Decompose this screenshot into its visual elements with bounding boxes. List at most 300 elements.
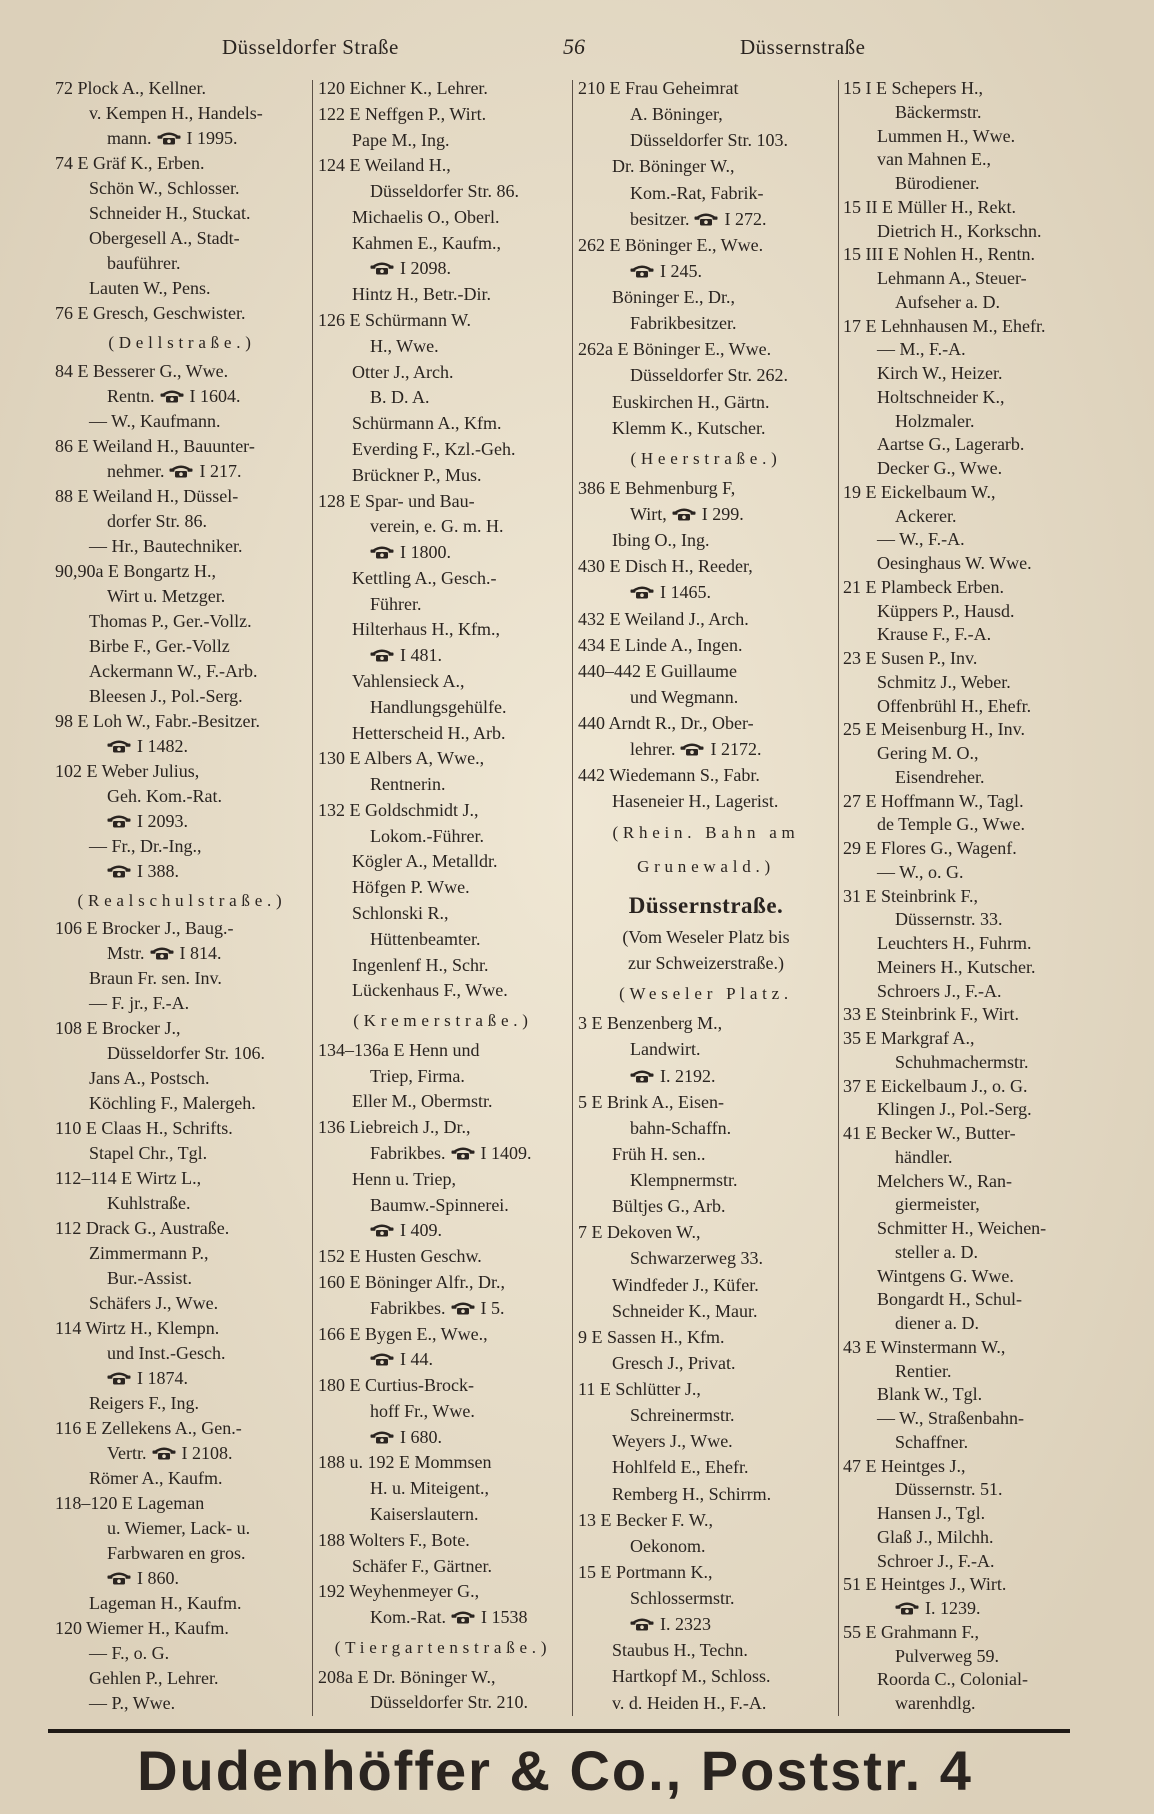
line-text: Lageman H., Kaufm. xyxy=(89,1593,242,1614)
cross-street-label xyxy=(318,1010,568,1031)
house-entry-line xyxy=(843,648,1093,669)
line-text: Kahmen E., Kaufm., xyxy=(352,232,501,253)
line-text: Schwarzerweg 33. xyxy=(630,1248,763,1269)
resident-line xyxy=(55,1093,309,1114)
continuation-line xyxy=(843,1646,1093,1667)
line-text: Lückenhaus F., Wwe. xyxy=(352,980,508,1001)
line-text: Bur.-Assist. xyxy=(107,1268,193,1289)
line-text: Schneider K., Maur. xyxy=(612,1300,758,1321)
house-entry-line xyxy=(55,561,309,582)
house-entry-line xyxy=(843,886,1093,907)
line-text: 98 E Loh W., Fabr.-Besitzer. xyxy=(55,710,260,731)
line-text: Eisendreher. xyxy=(895,766,985,787)
line-text: 124 E Weiland H., xyxy=(318,155,451,176)
continuation-line xyxy=(55,1518,309,1539)
line-text: Schmitter H., Weichen- xyxy=(877,1218,1047,1238)
house-entry-line xyxy=(843,1004,1093,1025)
line-text: Klemm K., Kutscher. xyxy=(612,417,766,438)
cross-street-label xyxy=(55,332,309,353)
cross-street-label xyxy=(578,983,834,1004)
line-text: Kirch W., Heizer. xyxy=(877,363,1003,383)
line-text: Schlossermstr. xyxy=(630,1588,735,1608)
resident-line xyxy=(578,1196,834,1217)
line-text: Gresch J., Privat. xyxy=(612,1352,736,1373)
line-text: 3 E Benzenberg M., xyxy=(578,1013,723,1034)
telephone-number: I 44. xyxy=(400,1349,433,1370)
street-range-note xyxy=(578,953,834,974)
house-entry-line xyxy=(843,1337,1093,1358)
house-entry-line xyxy=(318,1117,568,1138)
telephone-icon xyxy=(107,740,131,753)
telephone-number: I 5. xyxy=(480,1297,505,1318)
line-text: van Mahnen E., xyxy=(877,149,991,170)
telephone-number: I 409. xyxy=(400,1220,442,1241)
continuation-line xyxy=(318,542,568,563)
line-text: und Inst.-Gesch. xyxy=(107,1343,226,1364)
line-text: Wirt u. Metzger. xyxy=(107,585,226,606)
continuation-line xyxy=(318,387,568,408)
continuation-line xyxy=(843,1598,1093,1619)
telephone-icon xyxy=(370,649,394,662)
continuation-line xyxy=(55,253,309,274)
continuation-line xyxy=(578,313,834,334)
line-text: Geh. Kom.-Rat. xyxy=(107,785,222,806)
telephone-icon xyxy=(630,586,654,599)
continuation-line xyxy=(55,128,309,149)
line-text: Mstr. xyxy=(107,943,145,964)
line-text: Ibing O., Ing. xyxy=(612,530,710,551)
telephone-icon xyxy=(694,213,718,226)
house-entry-line xyxy=(55,361,309,382)
house-entry-line xyxy=(578,765,834,786)
continuation-line xyxy=(318,1692,568,1713)
resident-line xyxy=(843,126,1093,147)
street-heading xyxy=(578,892,834,920)
continuation-line xyxy=(578,183,834,204)
line-text: Düssernstr. 51. xyxy=(895,1479,1003,1500)
continuation-line xyxy=(318,1349,568,1370)
continuation-line xyxy=(55,943,309,964)
line-text: Dr. Böninger W., xyxy=(612,156,735,177)
continuation-line xyxy=(318,1066,568,1087)
line-text: Schaffner. xyxy=(895,1431,969,1452)
line-text: H. u. Miteigent., xyxy=(370,1478,489,1499)
line-text: 15 E Portmann K., xyxy=(578,1561,713,1582)
house-entry-line xyxy=(55,1218,309,1239)
line-text: Höfgen P. Wwe. xyxy=(352,877,470,898)
line-text: Schroers J., F.-A. xyxy=(877,980,1002,1001)
line-text: 108 E Brocker J., xyxy=(55,1018,181,1039)
line-text: Michaelis O., Oberl. xyxy=(352,206,500,227)
house-entry-line xyxy=(318,800,568,821)
line-text: Ackerer. xyxy=(895,505,957,526)
line-text: steller a. D. xyxy=(895,1241,978,1262)
continuation-line xyxy=(318,645,568,666)
continuation-line xyxy=(578,1118,834,1139)
house-entry-line xyxy=(318,1667,568,1688)
resident-line xyxy=(55,611,309,632)
house-entry-line xyxy=(318,491,568,512)
resident-line xyxy=(318,362,568,383)
line-text: v. d. Heiden H., F.-A. xyxy=(612,1692,767,1713)
line-text: Glaß J., Milchh. xyxy=(877,1526,994,1547)
continuation-line xyxy=(318,826,568,847)
line-text: diener a. D. xyxy=(895,1313,979,1333)
line-text: 33 E Steinbrink F., Wirt. xyxy=(843,1004,1020,1025)
house-entry-line xyxy=(843,791,1093,812)
house-entry-line xyxy=(843,1622,1093,1643)
line-text: und Wegmann. xyxy=(630,686,739,707)
line-text: Schön W., Schlosser. xyxy=(89,177,240,198)
continuation-line xyxy=(578,687,834,708)
resident-line xyxy=(55,1243,309,1264)
line-text: Schneider H., Stuckat. xyxy=(89,202,251,223)
line-text: Obergesell A., Stadt- xyxy=(89,227,240,248)
line-text: — F., o. G. xyxy=(89,1643,170,1664)
resident-line xyxy=(578,1144,834,1165)
telephone-icon xyxy=(152,1447,176,1460)
resident-line xyxy=(318,207,568,228)
telephone-icon xyxy=(451,1611,475,1624)
line-text: Kom.-Rat. xyxy=(370,1607,446,1628)
line-text: — F. jr., F.-A. xyxy=(89,993,190,1014)
telephone-number: I 1800. xyxy=(400,542,451,563)
directory-column-3 xyxy=(578,78,834,1714)
line-text: (Heerstraße.) xyxy=(630,448,782,468)
line-text: Gering M. O., xyxy=(877,743,979,763)
line-text: 120 Eichner K., Lehrer. xyxy=(318,78,488,98)
line-text: 23 E Susen P., Inv. xyxy=(843,648,978,668)
house-entry-line xyxy=(55,1118,309,1139)
continuation-line xyxy=(843,1361,1093,1382)
line-text: 126 E Schürmann W. xyxy=(318,310,471,331)
continuation-line xyxy=(843,1052,1093,1073)
cross-street-label xyxy=(578,822,834,843)
line-text: (Weseler Platz. xyxy=(619,984,793,1004)
line-text: Lehmann A., Steuer- xyxy=(877,268,1027,288)
running-head-next-street: Düssernstraße xyxy=(740,35,866,59)
house-entry-line xyxy=(318,748,568,769)
line-text: Pape M., Ing. xyxy=(352,129,450,150)
house-entry-line xyxy=(843,1028,1093,1049)
line-text: Krause F., F.-A. xyxy=(877,624,992,645)
continuation-line xyxy=(318,1195,568,1216)
line-text: lehrer. xyxy=(630,739,676,760)
continuation-line xyxy=(843,506,1093,527)
line-text: 132 E Goldschmidt J., xyxy=(318,799,479,820)
continuation-line xyxy=(318,258,568,279)
resident-line xyxy=(578,392,834,413)
continuation-line xyxy=(843,173,1093,194)
line-text: 7 E Dekoven W., xyxy=(578,1222,701,1243)
house-entry-line xyxy=(578,609,834,630)
line-text: 106 E Brocker J., Baug.- xyxy=(55,918,234,939)
resident-line xyxy=(55,1643,309,1664)
house-entry-line xyxy=(318,310,568,331)
house-entry-line xyxy=(843,244,1093,265)
continuation-line xyxy=(55,1443,309,1464)
resident-line xyxy=(843,1289,1093,1310)
house-entry-line xyxy=(318,1452,568,1473)
line-text: 15 I E Schepers H., xyxy=(843,78,983,98)
continuation-line xyxy=(55,461,309,482)
continuation-line xyxy=(318,1607,568,1628)
resident-line xyxy=(55,1293,309,1314)
resident-line xyxy=(843,981,1093,1002)
house-entry-line xyxy=(578,1222,834,1243)
resident-line xyxy=(578,1693,834,1714)
line-text: (Dellstraße.) xyxy=(108,332,256,352)
line-text: Kuhlstraße. xyxy=(107,1193,191,1214)
continuation-line xyxy=(578,365,834,386)
continuation-line xyxy=(318,336,568,357)
line-text: 35 E Markgraf A., xyxy=(843,1028,975,1048)
house-entry-line xyxy=(843,1574,1093,1595)
resident-line xyxy=(55,536,309,557)
house-entry-line xyxy=(55,711,309,732)
resident-line xyxy=(843,268,1093,289)
house-entry-line xyxy=(843,1456,1093,1477)
resident-line xyxy=(578,1457,834,1478)
resident-line xyxy=(318,568,568,589)
line-text: Düsseldorfer Str. 86. xyxy=(370,181,519,202)
resident-line xyxy=(843,1099,1093,1120)
continuation-line xyxy=(843,1693,1093,1714)
line-text: 25 E Meisenburg H., Inv. xyxy=(843,719,1025,740)
line-text: 11 E Schlütter J., xyxy=(578,1379,701,1399)
footer-rule xyxy=(48,1729,1070,1733)
cross-street-label xyxy=(578,448,834,469)
resident-line xyxy=(843,1218,1093,1239)
resident-line xyxy=(843,1551,1093,1572)
line-text: 37 E Eickelbaum J., o. G. xyxy=(843,1075,1028,1096)
resident-line xyxy=(318,980,568,1001)
continuation-line xyxy=(318,1504,568,1525)
continuation-line xyxy=(55,1368,309,1389)
line-text: 15 III E Nohlen H., Rentn. xyxy=(843,244,1035,265)
telephone-icon xyxy=(107,1572,131,1585)
resident-line xyxy=(578,1640,834,1661)
line-text: Meiners H., Kutscher. xyxy=(877,956,1036,977)
resident-line xyxy=(578,287,834,308)
resident-line xyxy=(843,1266,1093,1287)
continuation-line xyxy=(578,1536,834,1557)
house-entry-line xyxy=(578,661,834,682)
house-entry-line xyxy=(318,1375,568,1396)
line-text: Düssernstr. 33. xyxy=(895,909,1003,930)
resident-line xyxy=(318,1556,568,1577)
continuation-line xyxy=(843,1432,1093,1453)
line-text: hoff Fr., Wwe. xyxy=(370,1400,475,1421)
resident-line xyxy=(55,968,309,989)
line-text: 432 E Weiland J., Arch. xyxy=(578,608,749,629)
continuation-line xyxy=(578,104,834,125)
resident-line xyxy=(318,1091,568,1112)
line-text: Kom.-Rat, Fabrik- xyxy=(630,182,764,203)
line-text: B. D. A. xyxy=(370,387,430,408)
house-entry-line xyxy=(578,1327,834,1348)
continuation-line xyxy=(55,586,309,607)
line-text: (Kremerstraße.) xyxy=(353,1011,533,1031)
page-number: 56 xyxy=(563,34,585,59)
resident-line xyxy=(55,178,309,199)
line-text: Weyers J., Wwe. xyxy=(612,1431,733,1452)
telephone-number: I 1465. xyxy=(660,582,711,603)
resident-line xyxy=(578,418,834,439)
line-text: Pulverweg 59. xyxy=(895,1645,999,1666)
continuation-line xyxy=(55,511,309,532)
continuation-line xyxy=(55,1268,309,1289)
line-text: Vahlensieck A., xyxy=(352,670,465,691)
resident-line xyxy=(55,636,309,657)
directory-column-2 xyxy=(318,78,568,1714)
house-entry-line xyxy=(55,761,309,782)
resident-line xyxy=(843,862,1093,883)
house-entry-line xyxy=(578,556,834,577)
telephone-icon xyxy=(672,508,696,521)
house-entry-line xyxy=(843,838,1093,859)
line-text: 17 E Lehnhausen M., Ehefr. xyxy=(843,315,1046,336)
house-entry-line xyxy=(55,303,309,324)
resident-line xyxy=(318,851,568,872)
telephone-number: I 2093. xyxy=(137,810,188,831)
resident-line xyxy=(55,1668,309,1689)
continuation-line xyxy=(318,929,568,950)
line-text: Otter J., Arch. xyxy=(352,361,454,382)
continuation-line xyxy=(55,1343,309,1364)
line-text: (Realschulstraße.) xyxy=(77,890,287,910)
line-text: — W., Straßenbahn- xyxy=(877,1408,1024,1428)
continuation-line xyxy=(318,1427,568,1448)
line-text: 112–114 E Wirtz L., xyxy=(55,1168,202,1189)
telephone-number: I 481. xyxy=(400,645,442,666)
continuation-line xyxy=(55,1193,309,1214)
line-text: 88 E Weiland H., Düssel- xyxy=(55,485,239,506)
house-entry-line xyxy=(55,436,309,457)
line-text: 112 Drack G., Austraße. xyxy=(55,1218,230,1239)
continuation-line xyxy=(578,739,834,760)
line-text: Hilterhaus H., Kfm., xyxy=(352,619,500,640)
line-text: Bäckermstr. xyxy=(895,101,982,122)
line-text: Vertr. xyxy=(107,1443,147,1464)
continuation-line xyxy=(55,811,309,832)
resident-line xyxy=(843,696,1093,717)
line-text: Henn u. Triep, xyxy=(352,1168,457,1189)
continuation-line xyxy=(578,209,834,230)
resident-line xyxy=(843,434,1093,455)
continuation-line xyxy=(55,1043,309,1064)
line-text: bahn-Schaffn. xyxy=(630,1117,732,1138)
telephone-number: I 1874. xyxy=(137,1368,188,1389)
resident-line xyxy=(578,1275,834,1296)
telephone-number: I 1995. xyxy=(186,127,238,148)
resident-line xyxy=(318,1169,568,1190)
continuation-line xyxy=(578,1248,834,1269)
telephone-icon xyxy=(895,1602,919,1615)
continuation-line xyxy=(318,1143,568,1164)
line-text: Düsseldorfer Str. 106. xyxy=(107,1043,265,1064)
house-entry-line xyxy=(55,153,309,174)
telephone-number: I 2108. xyxy=(181,1443,233,1464)
line-text: Dietrich H., Korkschn. xyxy=(877,220,1042,241)
resident-line xyxy=(55,228,309,249)
resident-line xyxy=(578,791,834,812)
footer-advertisement: Dudenhöffer & Co., Poststr. 4 xyxy=(137,1739,973,1802)
line-text: — Fr., Dr.-Ing., xyxy=(89,835,202,856)
resident-line xyxy=(578,530,834,551)
line-text: Holzmaler. xyxy=(895,410,975,431)
telephone-icon xyxy=(451,1147,475,1160)
resident-line xyxy=(578,1301,834,1322)
continuation-line xyxy=(843,102,1093,123)
resident-line xyxy=(843,933,1093,954)
telephone-number: I 1482. xyxy=(137,735,188,756)
line-text: Decker G., Wwe. xyxy=(877,458,1003,478)
telephone-icon xyxy=(370,1224,394,1237)
line-text: 114 Wirtz H., Klempn. xyxy=(55,1318,220,1339)
line-text: 51 E Heintges J., Wirt. xyxy=(843,1574,1007,1595)
line-text: Fabrikbes. xyxy=(370,1297,446,1318)
line-text: Rentnerin. xyxy=(370,774,446,795)
line-text: Eller M., Obermstr. xyxy=(352,1091,493,1112)
resident-line xyxy=(55,411,309,432)
resident-line xyxy=(55,1593,309,1614)
line-text: 47 E Heintges J., xyxy=(843,1455,966,1476)
line-text: giermeister, xyxy=(895,1194,980,1215)
line-text: Hüttenbeamter. xyxy=(370,928,481,949)
line-text: — W., Kaufmann. xyxy=(89,410,221,431)
line-text: 152 E Husten Geschw. xyxy=(318,1246,482,1267)
resident-line xyxy=(843,529,1093,550)
line-text: Aartse G., Lagerarb. xyxy=(877,434,1025,455)
line-text: Wintgens G. Wwe. xyxy=(877,1265,1014,1286)
line-text: (Vom Weseler Platz bis xyxy=(622,926,790,947)
house-entry-line xyxy=(843,78,1093,99)
telephone-icon xyxy=(630,1070,654,1083)
telephone-icon xyxy=(150,947,174,960)
resident-line xyxy=(318,671,568,692)
continuation-line xyxy=(55,786,309,807)
line-text: Lummen H., Wwe. xyxy=(877,125,1016,146)
resident-line xyxy=(55,686,309,707)
line-text: 188 u. 192 E Mommsen xyxy=(318,1452,492,1473)
line-text: Ackermann W., F.-Arb. xyxy=(89,660,258,681)
house-entry-line xyxy=(318,104,568,125)
cross-street-label xyxy=(55,890,309,911)
house-entry-line xyxy=(318,1272,568,1293)
telephone-icon xyxy=(370,546,394,559)
line-text: Kettling A., Gesch.- xyxy=(352,567,497,588)
continuation-line xyxy=(578,1405,834,1426)
line-text: Schroer J., F.-A. xyxy=(877,1550,995,1571)
line-text: 130 E Albers A, Wwe., xyxy=(318,748,485,769)
resident-line xyxy=(318,877,568,898)
house-entry-line xyxy=(843,197,1093,218)
telephone-icon xyxy=(370,262,394,275)
line-text: 19 E Eickelbaum W., xyxy=(843,481,996,502)
line-text: 434 E Linde A., Ingen. xyxy=(578,634,743,655)
line-text: — W., F.-A. xyxy=(877,529,965,550)
telephone-number: I 2098. xyxy=(400,258,451,279)
house-entry-line xyxy=(578,235,834,256)
continuation-line xyxy=(578,1066,834,1087)
line-text: 15 II E Müller H., Rekt. xyxy=(843,196,1016,217)
line-text: 76 E Gresch, Geschwister. xyxy=(55,302,246,323)
telephone-icon xyxy=(451,1302,475,1315)
house-entry-line xyxy=(55,1493,309,1514)
line-text: Staubus H., Techn. xyxy=(612,1640,748,1661)
resident-line xyxy=(318,903,568,924)
